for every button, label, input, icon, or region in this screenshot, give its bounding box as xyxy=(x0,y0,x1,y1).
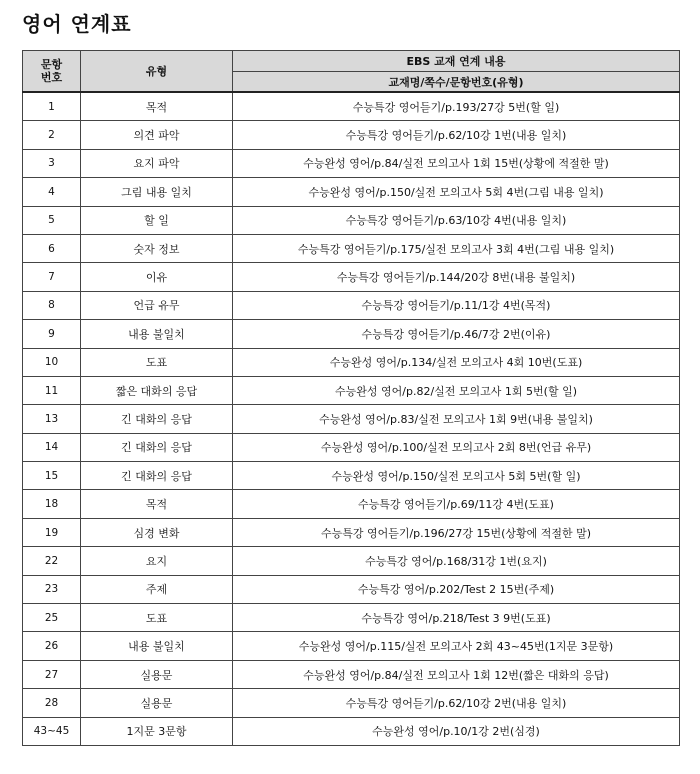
table-row xyxy=(23,490,680,518)
row-number: 22 xyxy=(23,547,81,575)
row-number: 7 xyxy=(23,263,81,291)
row-number: 43~45 xyxy=(23,717,81,745)
table-row xyxy=(23,604,680,632)
row-number: 23 xyxy=(23,575,81,603)
table-row xyxy=(23,121,680,149)
row-type: 내용 불일치 xyxy=(81,320,233,348)
row-content: 수능특강 영어듣기/p.175/실전 모의고사 3회 4번(그림 내용 일치) xyxy=(233,234,680,262)
table-row xyxy=(23,518,680,546)
row-type: 요지 파악 xyxy=(81,149,233,177)
row-content: 수능특강 영어듣기/p.69/11강 4번(도표) xyxy=(233,490,680,518)
row-content: 수능특강 영어듣기/p.63/10강 4번(내용 일치) xyxy=(233,206,680,234)
row-type: 숫자 정보 xyxy=(81,234,233,262)
header-ebs: EBS 교재 연계 내용 xyxy=(233,51,680,72)
row-content: 수능특강 영어/p.218/Test 3 9번(도표) xyxy=(233,604,680,632)
row-number: 11 xyxy=(23,376,81,404)
row-number: 1 xyxy=(23,92,81,121)
row-type: 내용 불일치 xyxy=(81,632,233,660)
row-number: 6 xyxy=(23,234,81,262)
table-row xyxy=(23,717,680,745)
row-number: 8 xyxy=(23,291,81,319)
row-content: 수능완성 영어/p.115/실전 모의고사 2회 43~45번(1지문 3문항) xyxy=(233,632,680,660)
row-content: 수능완성 영어/p.84/실전 모의고사 1회 15번(상황에 적절한 말) xyxy=(233,149,680,177)
table-row xyxy=(23,547,680,575)
row-content: 수능특강 영어/p.168/31강 1번(요지) xyxy=(233,547,680,575)
row-content: 수능완성 영어/p.10/1강 2번(심경) xyxy=(233,717,680,745)
row-type: 긴 대화의 응답 xyxy=(81,405,233,433)
header-number-line2: 번호 xyxy=(40,71,63,84)
row-type: 이유 xyxy=(81,263,233,291)
row-content: 수능특강 영어듣기/p.46/7강 2번(이유) xyxy=(233,320,680,348)
row-type: 목적 xyxy=(81,92,233,121)
row-type: 주제 xyxy=(81,575,233,603)
row-type: 긴 대화의 응답 xyxy=(81,433,233,461)
table-row xyxy=(23,689,680,717)
table-row xyxy=(23,206,680,234)
row-type: 1지문 3문항 xyxy=(81,717,233,745)
row-type: 실용문 xyxy=(81,689,233,717)
row-content: 수능완성 영어/p.150/실전 모의고사 5회 4번(그림 내용 일치) xyxy=(233,178,680,206)
row-number: 5 xyxy=(23,206,81,234)
row-content: 수능완성 영어/p.84/실전 모의고사 1회 12번(짧은 대화의 응답) xyxy=(233,660,680,688)
table-row xyxy=(23,348,680,376)
row-content: 수능완성 영어/p.100/실전 모의고사 2회 8번(언급 유무) xyxy=(233,433,680,461)
table-row xyxy=(23,149,680,177)
row-type: 짧은 대화의 응답 xyxy=(81,376,233,404)
table-row xyxy=(23,660,680,688)
row-type: 도표 xyxy=(81,604,233,632)
row-number: 19 xyxy=(23,518,81,546)
row-number: 10 xyxy=(23,348,81,376)
row-type: 실용문 xyxy=(81,660,233,688)
header-number-line1: 문항 xyxy=(40,58,63,71)
linkage-table xyxy=(22,50,680,746)
header-number xyxy=(23,51,81,93)
table-row xyxy=(23,405,680,433)
table-row xyxy=(23,433,680,461)
table-row xyxy=(23,178,680,206)
table-row xyxy=(23,92,680,121)
row-type: 도표 xyxy=(81,348,233,376)
row-number: 4 xyxy=(23,178,81,206)
row-content: 수능특강 영어/p.202/Test 2 15번(주제) xyxy=(233,575,680,603)
row-number: 25 xyxy=(23,604,81,632)
row-content: 수능완성 영어/p.82/실전 모의고사 1회 5번(할 일) xyxy=(233,376,680,404)
row-type: 할 일 xyxy=(81,206,233,234)
row-type: 그림 내용 일치 xyxy=(81,178,233,206)
row-content: 수능특강 영어듣기/p.193/27강 5번(할 일) xyxy=(233,92,680,121)
row-type: 의견 파악 xyxy=(81,121,233,149)
row-type: 긴 대화의 응답 xyxy=(81,462,233,490)
row-number: 13 xyxy=(23,405,81,433)
row-content: 수능특강 영어듣기/p.11/1강 4번(목적) xyxy=(233,291,680,319)
table-row xyxy=(23,376,680,404)
row-number: 27 xyxy=(23,660,81,688)
row-content: 수능완성 영어/p.134/실전 모의고사 4회 10번(도표) xyxy=(233,348,680,376)
table-row xyxy=(23,234,680,262)
row-content: 수능특강 영어듣기/p.144/20강 8번(내용 불일치) xyxy=(233,263,680,291)
row-content: 수능완성 영어/p.150/실전 모의고사 5회 5번(할 일) xyxy=(233,462,680,490)
table-row xyxy=(23,291,680,319)
table-row xyxy=(23,462,680,490)
row-number: 26 xyxy=(23,632,81,660)
row-number: 2 xyxy=(23,121,81,149)
table-row xyxy=(23,575,680,603)
table-row xyxy=(23,632,680,660)
row-type: 목적 xyxy=(81,490,233,518)
row-type: 언급 유무 xyxy=(81,291,233,319)
row-number: 15 xyxy=(23,462,81,490)
page-title: 영어 연계표 xyxy=(22,12,132,36)
row-number: 9 xyxy=(23,320,81,348)
row-content: 수능완성 영어/p.83/실전 모의고사 1회 9번(내용 불일치) xyxy=(233,405,680,433)
row-number: 3 xyxy=(23,149,81,177)
table-row xyxy=(23,263,680,291)
row-content: 수능특강 영어듣기/p.196/27강 15번(상황에 적절한 말) xyxy=(233,518,680,546)
header-type: 유형 xyxy=(81,51,233,93)
row-type: 요지 xyxy=(81,547,233,575)
row-content: 수능특강 영어듣기/p.62/10강 1번(내용 일치) xyxy=(233,121,680,149)
table-row xyxy=(23,320,680,348)
row-content: 수능특강 영어듣기/p.62/10강 2번(내용 일치) xyxy=(233,689,680,717)
row-number: 28 xyxy=(23,689,81,717)
row-number: 14 xyxy=(23,433,81,461)
header-detail: 교재명/쪽수/문항번호(유형) xyxy=(233,72,680,93)
row-type: 심경 변화 xyxy=(81,518,233,546)
row-number: 18 xyxy=(23,490,81,518)
